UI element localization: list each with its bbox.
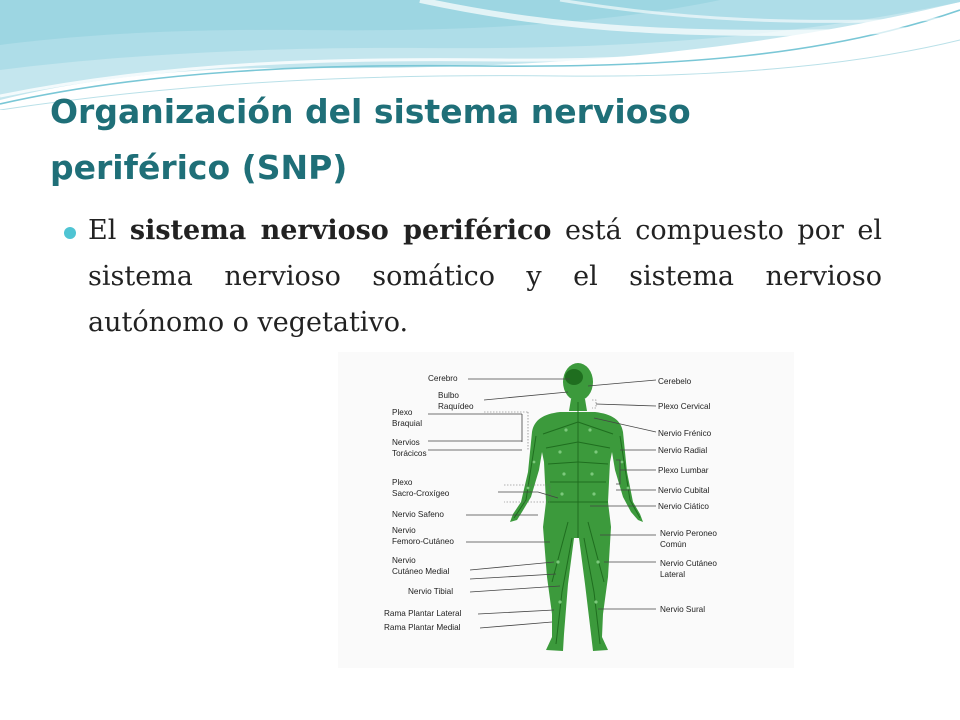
label-plexo-braquial <box>392 408 422 428</box>
nervous-system-figure <box>338 352 794 668</box>
label-bulbo-raquideo <box>438 391 474 411</box>
label-line: Plexo Cervical <box>658 402 711 411</box>
label-line: Nervio Cutáneo <box>660 559 717 568</box>
label-plexo-cervical <box>658 402 711 411</box>
label-line: Sacro-Croxígeo <box>392 489 450 498</box>
label-line: Nervio Radial <box>658 446 708 455</box>
label-line: Nervio Sural <box>660 605 706 614</box>
label-nervio-frenico <box>658 429 712 438</box>
label-nervio-safeno <box>392 510 444 519</box>
label-nervios-toracicos <box>392 438 427 458</box>
slide-title-line-1: Organización del sistema nervioso <box>50 92 691 131</box>
label-line: Nervio <box>392 556 416 565</box>
label-line: Plexo Lumbar <box>658 466 709 475</box>
label-line: Torácicos <box>392 449 427 458</box>
label-nervio-radial <box>658 446 707 455</box>
label-line: Rama Plantar Lateral <box>384 609 462 618</box>
label-line: Plexo <box>392 478 413 487</box>
slide-title <box>50 84 910 196</box>
label-line: Nervios <box>392 438 420 447</box>
bullet-text-pre: El <box>88 215 130 246</box>
label-line: Lateral <box>660 570 686 579</box>
label-line: Cutáneo Medial <box>392 567 450 576</box>
label-nervio-sural <box>660 605 705 614</box>
bullet-text <box>88 208 882 346</box>
label-line: Bulbo <box>438 391 459 400</box>
bullet-text-post: está compuesto por el sistema nervioso somático y el sistema nervioso autónomo o vegetativo. <box>88 215 883 338</box>
label-nervio-femoro-cutaneo <box>392 526 454 546</box>
label-line: Braquial <box>392 419 423 428</box>
label-nervio-cubital <box>658 486 710 495</box>
label-line: Nervio Tibial <box>408 587 454 596</box>
label-line: Nervio Peroneo <box>660 529 717 538</box>
label-plexo-lumbar <box>658 466 709 475</box>
label-line: Cerebelo <box>658 377 692 386</box>
label-line: Plexo <box>392 408 413 417</box>
label-nervio-tibial <box>408 587 453 596</box>
bullet-dot-icon <box>64 227 76 239</box>
label-line: Nervio Cubital <box>658 486 710 495</box>
label-nervio-cutaneo-lateral <box>660 559 717 579</box>
label-line: Común <box>660 540 687 549</box>
slide-title-line-2: periférico (SNP) <box>50 148 348 187</box>
label-line: Raquídeo <box>438 402 474 411</box>
label-plexo-sacro-croxigeo <box>392 478 450 498</box>
label-cerebelo <box>658 377 692 386</box>
label-line: Nervio Ciático <box>658 502 709 511</box>
label-line: Femoro-Cutáneo <box>392 537 454 546</box>
label-cerebro <box>428 374 458 383</box>
left-labels <box>384 374 474 632</box>
label-line: Rama Plantar Medial <box>384 623 461 632</box>
label-cerebro-line: Cerebro <box>428 374 458 383</box>
label-nervio-cutaneo-medial <box>392 556 450 576</box>
leader-lines <box>428 379 656 628</box>
label-line: Nervio Frénico <box>658 429 712 438</box>
bullet-text-bold: sistema nervioso periférico <box>129 215 552 246</box>
label-nervio-ciatico <box>658 502 709 511</box>
label-line: Nervio <box>392 526 416 535</box>
label-nervio-peroneo-comun <box>660 529 717 549</box>
body-silhouette <box>510 363 643 651</box>
label-line: Nervio Safeno <box>392 510 444 519</box>
label-rama-plantar-lateral <box>384 609 462 618</box>
right-labels <box>658 377 717 614</box>
label-rama-plantar-medial <box>384 623 461 632</box>
